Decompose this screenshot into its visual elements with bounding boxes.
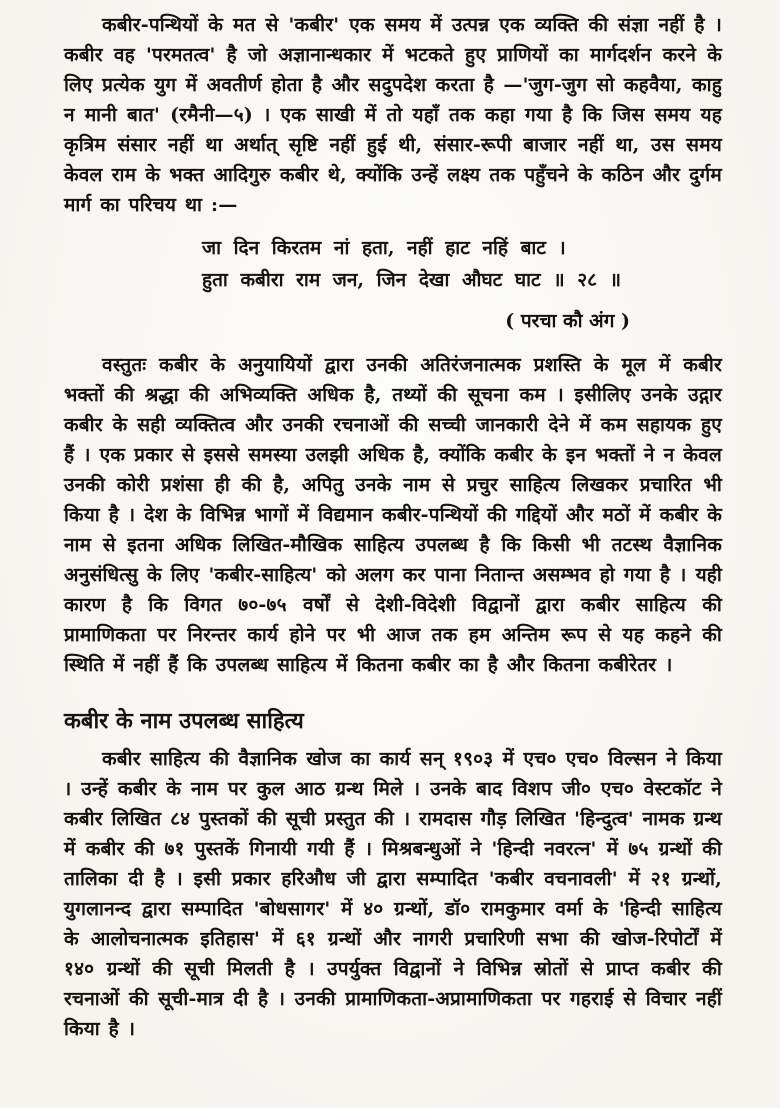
paragraph-discussion: वस्तुतः कबीर के अनुयायियों द्वारा उनकी अतिरंजनात्मक प्रशस्ति के मूल में कबीर भक्तों की श्रद्धा की अभिव्यक्ति अधिक है, तथ्यों की सूचना कम । इसीलिए उनके उद्गार कबीर के सही व्यक्तित्व और उनकी रचनाओं की सच्ची जानकारी देने में कम सहायक हुए हैं । एक प्रकार से इससे समस्या उलझी अधिक है, क्योंकि कबीर के इन भक्तों ने न केवल उनकी कोरी प्रशंसा ही की है, अपितु उनके नाम से प्रचुर साहित्य लिखकर प्रचारित भी किया है । देश के विभिन्न भागों में विद्यमान कबीर-पन्थियों की गद्दियों और मठों में कबीर के नाम से इतना अधिक लिखित-मौखिक साहित्य उपलब्ध है कि किसी भी तटस्थ वैज्ञानिक अनुसंधित्सु के लिए 'कबीर-साहित्य' को अलग कर पाना नितान्त असम्भव हो गया है । यही कारण है कि विगत ७०-७५ वर्षों से देशी-विदेशी विद्वानों द्वारा कबीर साहित्य की प्रामाणिकता पर निरन्तर कार्य होने पर भी आज तक हम अन्तिम रूप से यह कहने की स्थिति में नहीं हैं कि उपलब्ध साहित्य में कितना कबीर का है और कितना कबीरेतर । bbox=[64, 354, 722, 676]
verse-line-2: हुता कबीरा राम जन, जिन देखा औघट घाट ॥ २८ ॥ bbox=[202, 269, 621, 291]
paragraph-literature: कबीर साहित्य की वैज्ञानिक खोज का कार्य सन् १९०३ में एच० एच० विल्सन ने किया । उन्हें कबीर के नाम पर कुल आठ ग्रन्थ मिले । उनके बाद विशप जी० एच० वेस्टकॉट ने कबीर लिखित ८४ पुस्तकों की सूची प्रस्तुत की । रामदास गौड़ लिखित 'हिन्दुत्व' नामक ग्रन्थ में कबीर की ७१ पुस्तकें गिनायी गयी हैं । मिश्रबन्धुओं ने 'हिन्दी नवरत्न' में ७५ ग्रन्थों की तालिका दी है । इसी प्रकार हरिऔध जी द्वारा सम्पादित 'कबीर वचनावली' में २१ ग्रन्थों, युगलानन्द द्वारा सम्पादित 'बोधसागर' में ४० ग्रन्थों, डॉ० रामकुमार वर्मा के 'हिन्दी साहित्य के आलोचनात्मक इतिहास' में ६१ ग्रन्थों और नागरी प्रचारिणी सभा की खोज-रिपोर्टों में १४० ग्रन्थों की सूची मिलती है । उपर्युक्त विद्वानों ने विभिन्न स्रोतों से प्राप्त कबीर की रचनाओं की सूची-मात्र दी है । उनकी प्रामाणिकता-अप्रामाणिकता पर गहराई से विचार नहीं किया है । bbox=[64, 748, 722, 1040]
section-heading: कबीर के नाम उपलब्ध साहित्य bbox=[64, 708, 304, 734]
paragraph-intro: कबीर-पन्थियों के मत से 'कबीर' एक समय में उत्पन्न एक व्यक्ति की संज्ञा नहीं है । कबीर वह 'परमतत्व' है जो अज्ञानान्धकार में भटकते हुए प्राणियों का मार्गदर्शन करने के लिए प्रत्येक युग में अवतीर्ण होता है और सदुपदेश करता है —'जुग-जुग सो कहवैया, काहु न मानी बात' (रमैनी—५) । एक साखी में तो यहाँ तक कहा गया है कि जिस समय यह कृत्रिम संसार नहीं था अर्थात् सृष्टि नहीं हुई थी, संसार-रूपी बाजार नहीं था, उस समय केवल राम के भक्त आदिगुरु कबीर थे, क्योंकि उन्हें लक्ष्य तक पहुँचने के कठिन और दुर्गम मार्ग का परिचय था :— bbox=[64, 14, 722, 216]
verse-attribution: ( परचा कौ अंग ) bbox=[505, 310, 630, 332]
verse-block bbox=[202, 232, 722, 296]
verse-line-1: जा दिन किरतम नां हता, नहीं हाट नहिं बाट । bbox=[202, 237, 566, 259]
